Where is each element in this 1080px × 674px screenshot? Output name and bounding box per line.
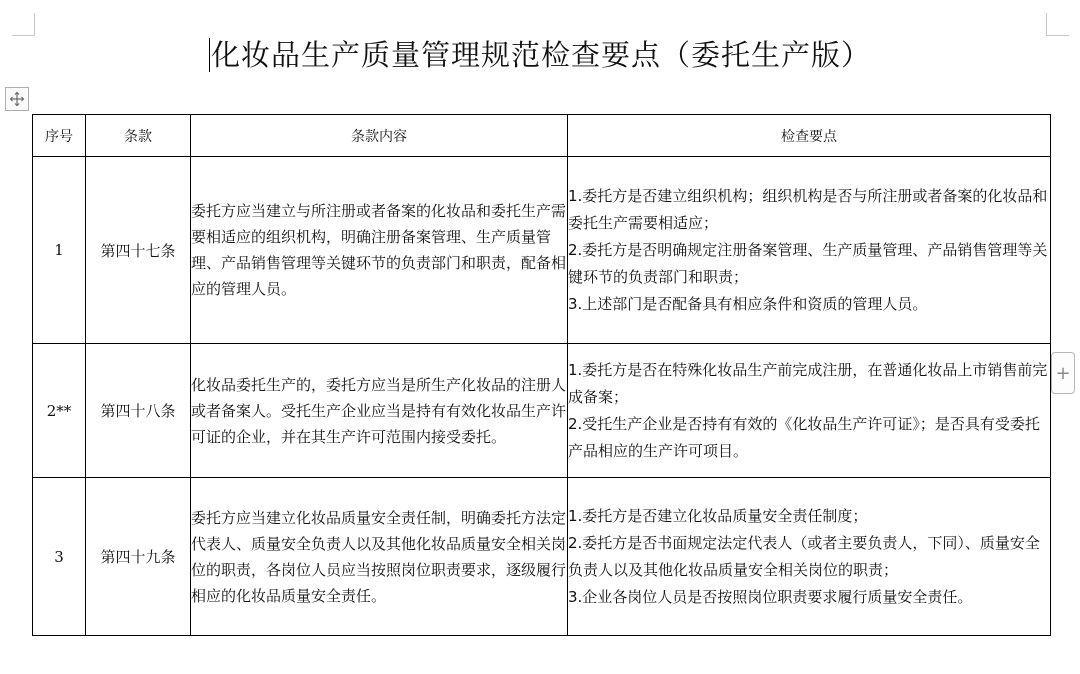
check-point: 3.企业各岗位人员是否按照岗位职责要求履行质量安全责任。 (568, 587, 973, 606)
table-row (33, 478, 1051, 636)
check-point: 1.委托方是否建立化妆品质量安全责任制度； (568, 506, 868, 525)
move-arrows-icon (9, 91, 25, 107)
row-number[interactable]: 2** (33, 344, 86, 478)
table-header-row (33, 115, 1051, 157)
row-number[interactable]: 3 (33, 478, 86, 636)
document-title[interactable] (0, 30, 1080, 80)
header-clause[interactable]: 条款 (86, 115, 191, 157)
row-check-points[interactable] (568, 478, 1051, 636)
inspection-table (32, 114, 1051, 636)
table-row (33, 344, 1051, 478)
document-title-text[interactable]: 化妆品生产质量管理规范检查要点（委托生产版） (210, 38, 871, 72)
header-content[interactable]: 条款内容 (191, 115, 568, 157)
check-point: 2.委托方是否明确规定注册备案管理、生产质量管理、产品销售管理等关键环节的负责部门和职责； (568, 240, 1048, 286)
text-cursor (209, 38, 210, 72)
check-point: 3.上述部门是否配备具有相应条件和资质的管理人员。 (568, 294, 928, 313)
check-point: 2.委托方是否书面规定法定代表人（或者主要负责人，下同）、质量安全负责人以及其他化妆品质量安全相关岗位的职责； (568, 533, 1040, 579)
check-point: 1.委托方是否在特殊化妆品生产前完成注册，在普通化妆品上市销售前完成备案； (568, 360, 1048, 406)
row-number[interactable]: 1 (33, 157, 86, 344)
row-clause[interactable]: 第四十八条 (86, 344, 191, 478)
header-points[interactable]: 检查要点 (568, 115, 1051, 157)
row-content[interactable]: 委托方应当建立化妆品质量安全责任制，明确委托方法定代表人、质量安全负责人以及其他化妆品质量安全相关岗位的职责，各岗位人员应当按照岗位职责要求，逐级履行相应的化妆品质量安全责任。 (191, 478, 568, 636)
row-clause[interactable]: 第四十七条 (86, 157, 191, 344)
row-clause[interactable]: 第四十九条 (86, 478, 191, 636)
check-point: 1.委托方是否建立组织机构；组织机构是否与所注册或者备案的化妆品和委托生产需要相适应； (568, 186, 1048, 232)
table-row (33, 157, 1051, 344)
row-check-points[interactable] (568, 344, 1051, 478)
check-point: 2.受托生产企业是否持有有效的《化妆品生产许可证》；是否具有受委托产品相应的生产许可项目。 (568, 414, 1040, 460)
row-check-points[interactable] (568, 157, 1051, 344)
table-move-handle[interactable] (5, 87, 29, 111)
row-content[interactable]: 化妆品委托生产的，委托方应当是所生产化妆品的注册人或者备案人。受托生产企业应当是持有有效化妆品生产许可证的企业，并在其生产许可范围内接受委托。 (191, 344, 568, 478)
header-no[interactable]: 序号 (33, 115, 86, 157)
add-row-button[interactable] (1051, 352, 1075, 394)
plus-icon: + (1055, 362, 1071, 384)
row-content[interactable]: 委托方应当建立与所注册或者备案的化妆品和委托生产需要相适应的组织机构，明确注册备案管理、生产质量管理、产品销售管理等关键环节的负责部门和职责，配备相应的管理人员。 (191, 157, 568, 344)
